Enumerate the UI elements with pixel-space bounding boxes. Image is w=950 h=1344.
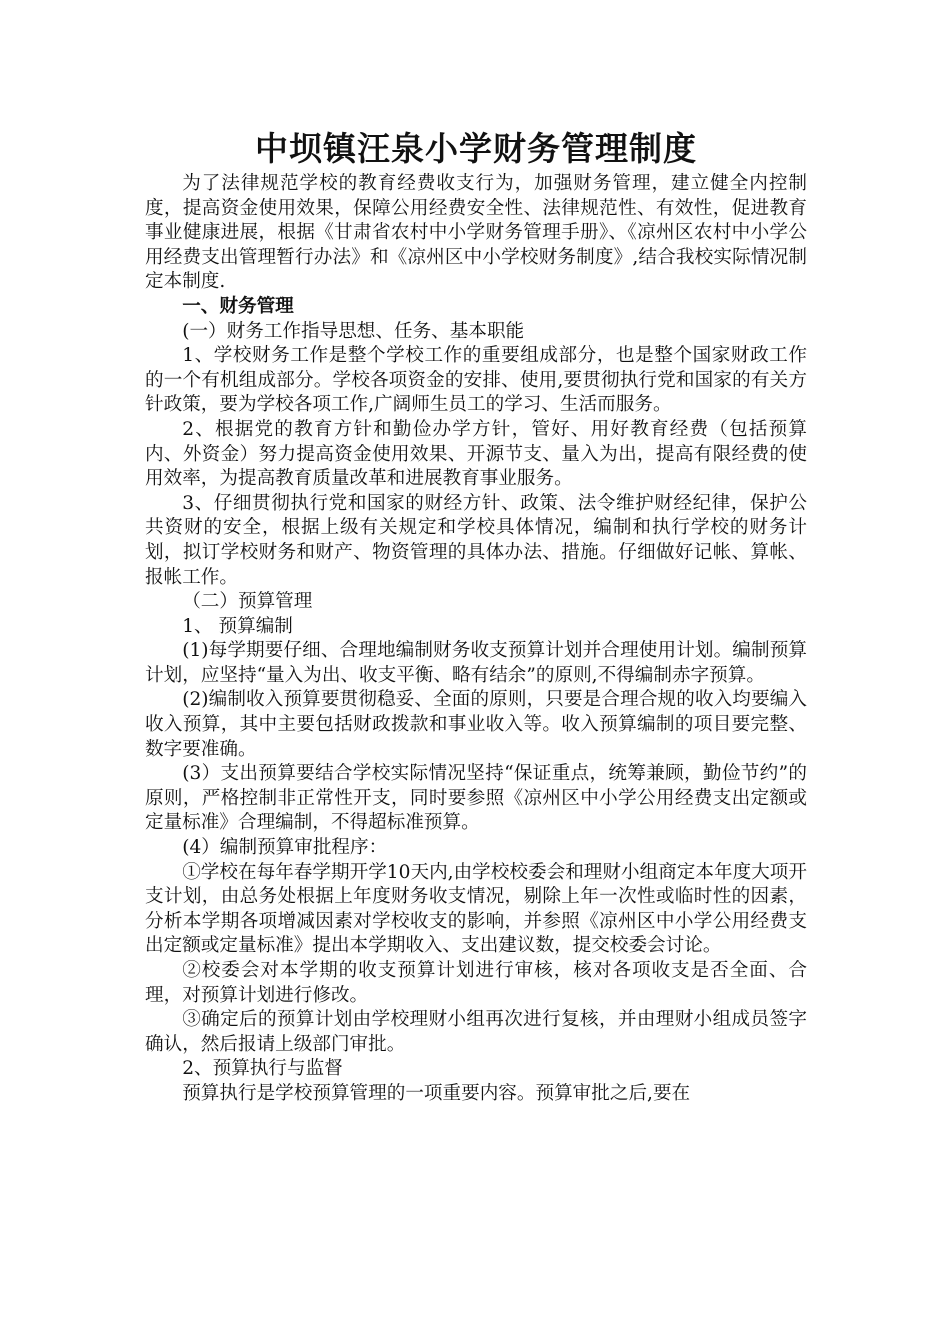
paragraph-budget-1: (1)每学期要仔细、合理地编制财务收支预算计划并合理使用计划。编制预算计划，应坚持“量入为出、收支平衡、略有结余”的原则,不得编制赤字预算。 bbox=[145, 640, 807, 686]
heading-budget-preparation: 1、 预算编制 bbox=[182, 615, 293, 637]
paragraph-budget-4: (4）编制预算审批程序： bbox=[182, 837, 388, 859]
subsection-heading-budget-management: （二）预算管理 bbox=[182, 591, 313, 613]
paragraph-approval-step-2: ②校委会对本学期的收支预算计划进行审核，核对各项收支是否全面、合理，对预算计划进行修改。 bbox=[145, 960, 807, 1006]
heading-budget-execution: 2、预算执行与监督 bbox=[182, 1058, 343, 1080]
document-title: 中坝镇汪泉小学财务管理制度 bbox=[255, 129, 697, 168]
intro-paragraph: 为了法律规范学校的教育经费收支行为，加强财务管理，建立健全内控制度，提高资金使用效果，保障公用经费安全性、法律规范性、有效性，促进教育事业健康进展，根据《甘肃省农村中小学财务管理手册》、《凉州区农村中小学公用经费支出管理暂行办法》和《凉州区中小学校财务制度》,结合我校实际情况制定本制度. bbox=[145, 173, 807, 293]
paragraph-item-1: 1、学校财务工作是整个学校工作的重要组成部分，也是整个国家财政工作的一个有机组成部分。学校各项资金的安排、使用,要贯彻执行党和国家的有关方针政策，要为学校各项工作,广阔师生员工的学习、生活而服务。 bbox=[145, 345, 807, 416]
paragraph-item-2: 2、根据党的教育方针和勤俭办学方针，管好、用好教育经费（包括预算内、外资金）努力提高资金使用效果、开源节支、量入为出，提高有限经费的使用效率，为提高教育质量改革和进展教育事业服务。 bbox=[145, 418, 807, 490]
paragraph-budget-3: (3）支出预算要结合学校实际情况坚持“保证重点，统筹兼顾，勤俭节约”的原则，严格控制非正常性开支，同时要参照《凉州区中小学公用经费支出定额或定量标准》合理编制，不得超标准预算。 bbox=[145, 763, 807, 834]
document-page bbox=[145, 126, 807, 1107]
paragraph-item-3: 3、仔细贯彻执行党和国家的财经方针、政策、法令维护财经纪律，保护公共资财的安全，根据上级有关规定和学校具体情况，编制和执行学校的财务计划，拟订学校财务和财产、物资管理的具体办法、措施。仔细做好记帐、算帐、报帐工作。 bbox=[145, 492, 807, 588]
subsection-heading-guiding-ideology: (一）财务工作指导思想、任务、基本职能 bbox=[182, 320, 525, 342]
paragraph-budget-2: (2)编制收入预算要贯彻稳妥、全面的原则，只要是合理合规的收入均要编入收入预算，其中主要包括财政拨款和事业收入等。收入预算编制的项目要完整、数字要准确。 bbox=[145, 689, 807, 760]
paragraph-approval-step-1: ①学校在每年春学期开学10天内,由学校校委会和理财小组商定本年度大项开支计划，由总务处根据上年度财务收支情况，剔除上年一次性或临时性的因素，分析本学期各项增减因素对学校收支的影响，并参照《凉州区中小学公用经费支出定额或定量标准》提出本学期收入、支出建议数，提交校委会讨论。 bbox=[145, 861, 807, 957]
section-heading-financial-management: 一、财务管理 bbox=[182, 295, 294, 317]
paragraph-budget-execution: 预算执行是学校预算管理的一项重要内容。预算审批之后,要在 bbox=[182, 1082, 691, 1104]
paragraph-approval-step-3: ③确定后的预算计划由学校理财小组再次进行复核，并由理财小组成员签字确认，然后报请上级部门审批。 bbox=[145, 1009, 807, 1055]
